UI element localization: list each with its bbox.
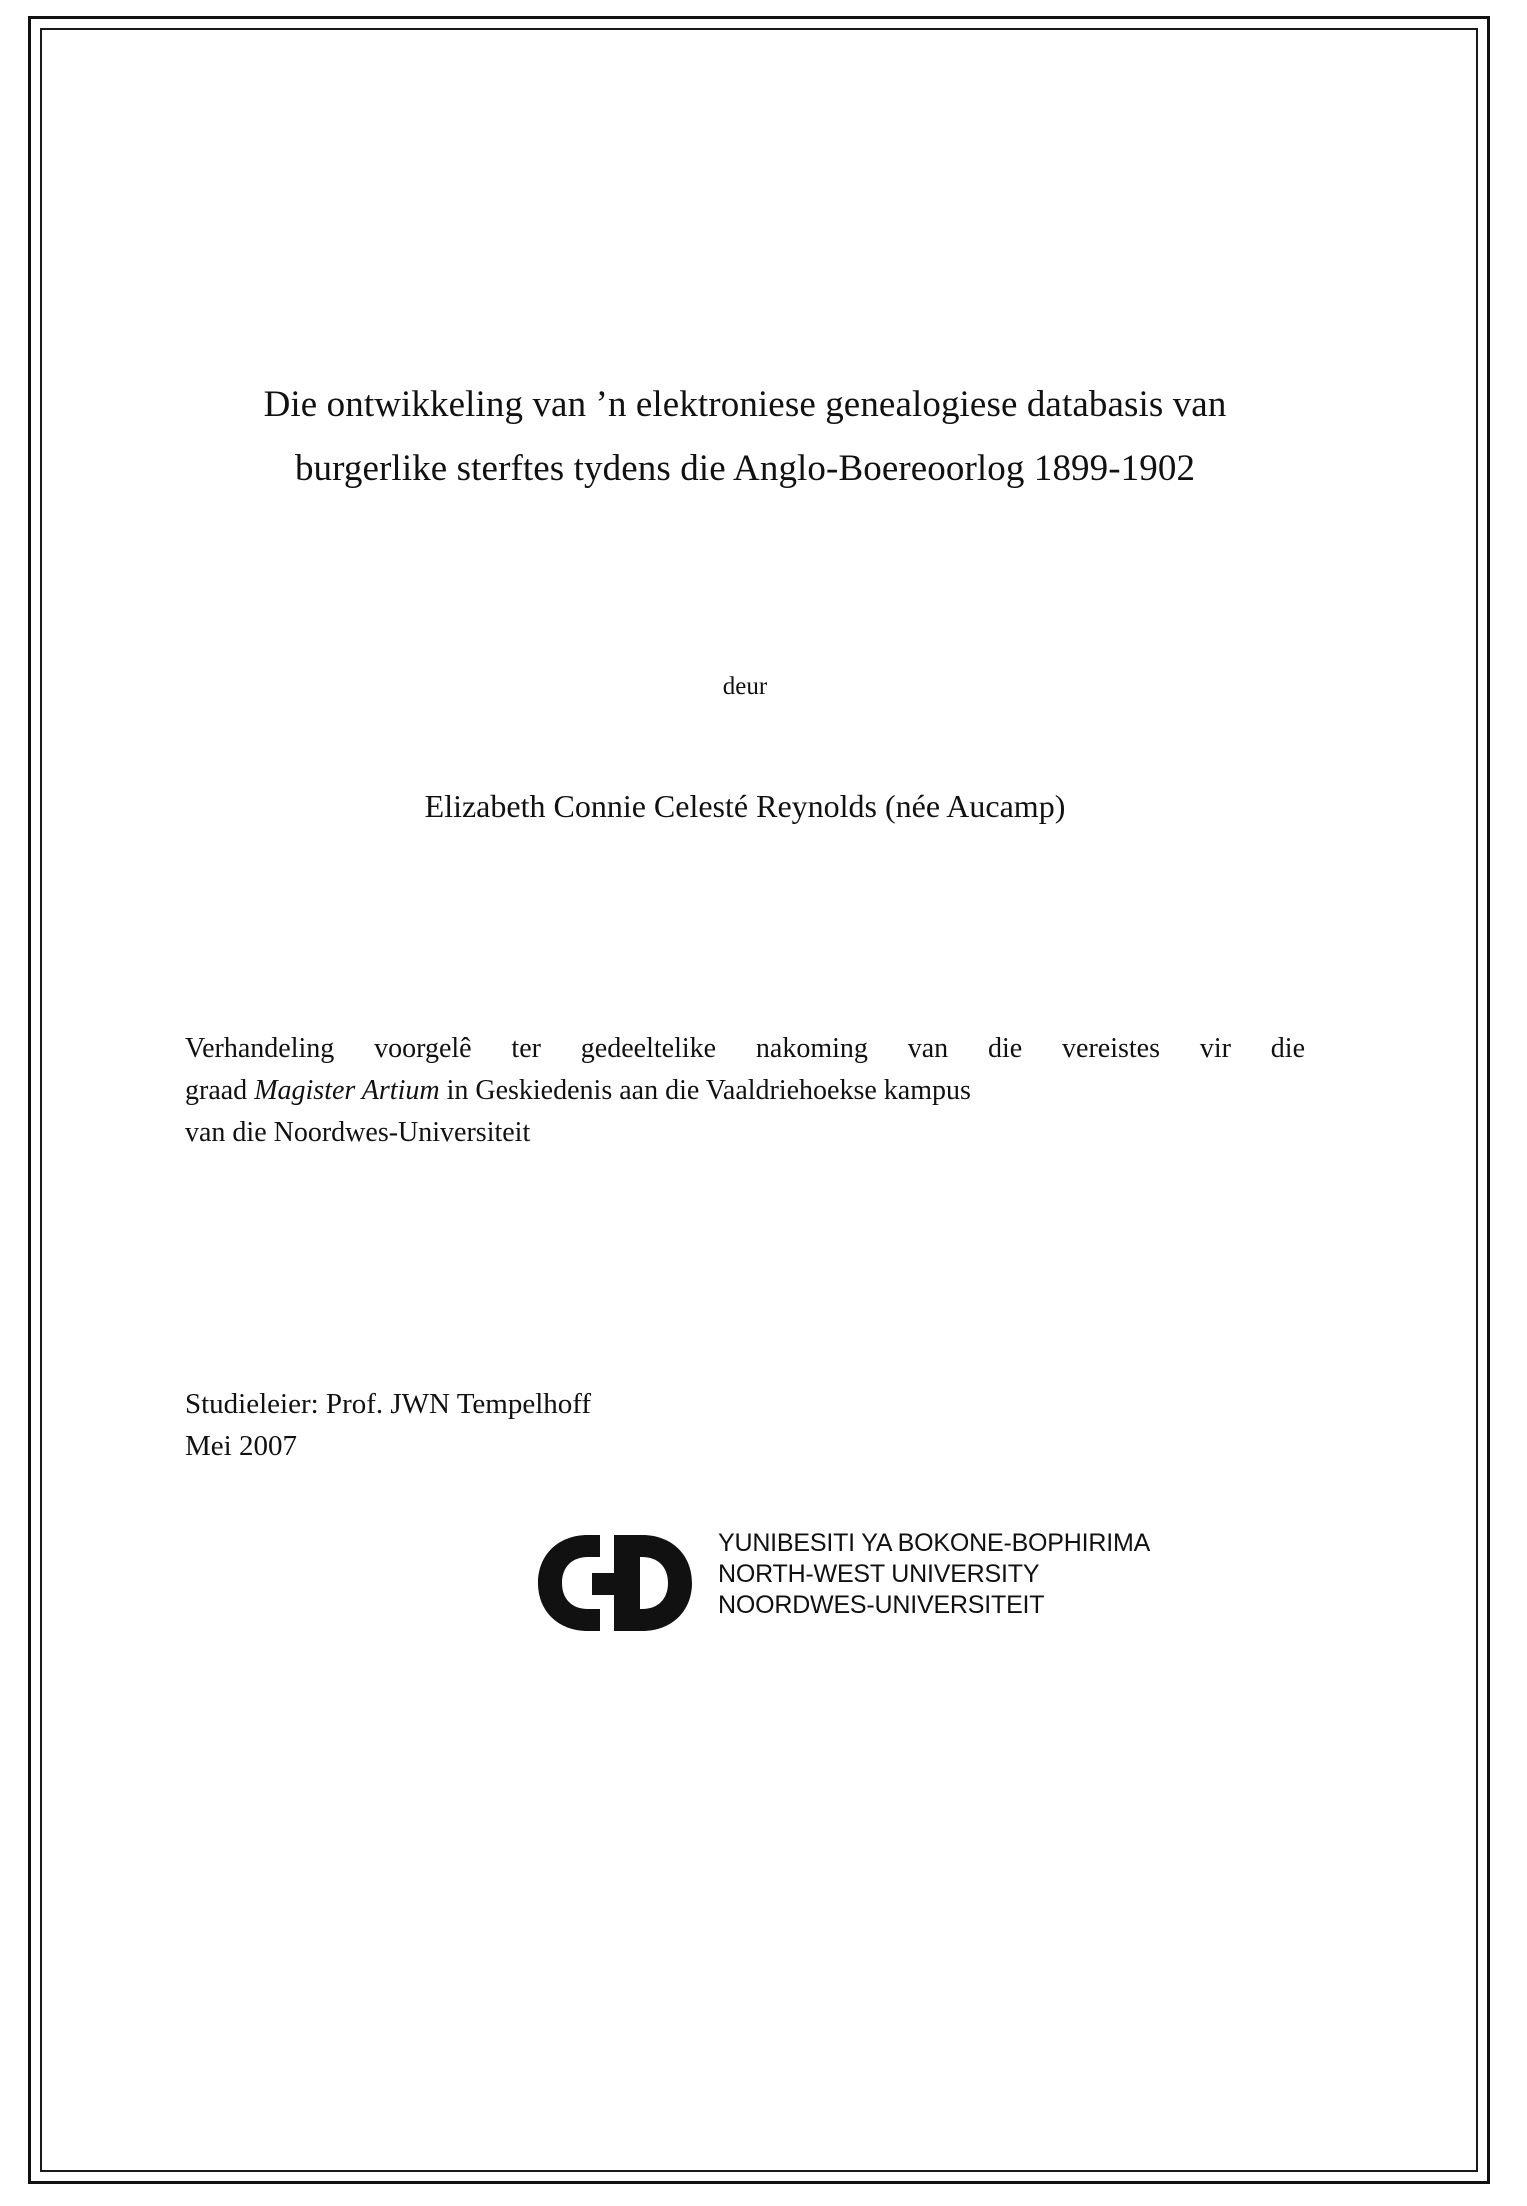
degree-statement-line-1: Verhandeling voorgelê ter gedeeltelike nakoming van die vereistes vir die [185,1033,1305,1064]
degree-statement-line-2-pre: graad [185,1075,255,1106]
logo-line-2: NORTH-WEST UNIVERSITY [718,1560,1040,1588]
supervisor-block [185,1383,1305,1467]
degree-statement [185,1028,1305,1154]
logo-line-3: NOORDWES-UNIVERSITEIT [718,1591,1045,1619]
degree-statement-line-2-post: in Geskiedenis aan die Vaaldriehoekse kampus [439,1075,971,1106]
university-logo-text [718,1528,1150,1621]
supervisor-line: Studieleier: Prof. JWN Tempelhoff [185,1388,592,1420]
by-label: deur [722,673,768,700]
degree-name: Magister Artium [254,1075,440,1106]
nwu-logo-icon [530,1531,700,1636]
page-title [180,373,1310,501]
university-logo [480,1523,1180,1653]
author-name: Elizabeth Connie Celesté Reynolds (née Aucamp) [424,788,1066,824]
title-line-2: burgerlike sterftes tydens die Anglo-Boereoorlog 1899-1902 [294,448,1196,489]
title-line-1: Die ontwikkeling van ’n elektroniese genealogiese databasis van [263,384,1227,425]
degree-statement-line-3: van die Noordwes-Universiteit [185,1117,531,1148]
page-content [150,28,1335,2172]
logo-line-1: YUNIBESITI YA BOKONE-BOPHIRIMA [718,1529,1151,1557]
degree-statement-line-2 [185,1070,1305,1112]
date-line: Mei 2007 [185,1430,297,1462]
